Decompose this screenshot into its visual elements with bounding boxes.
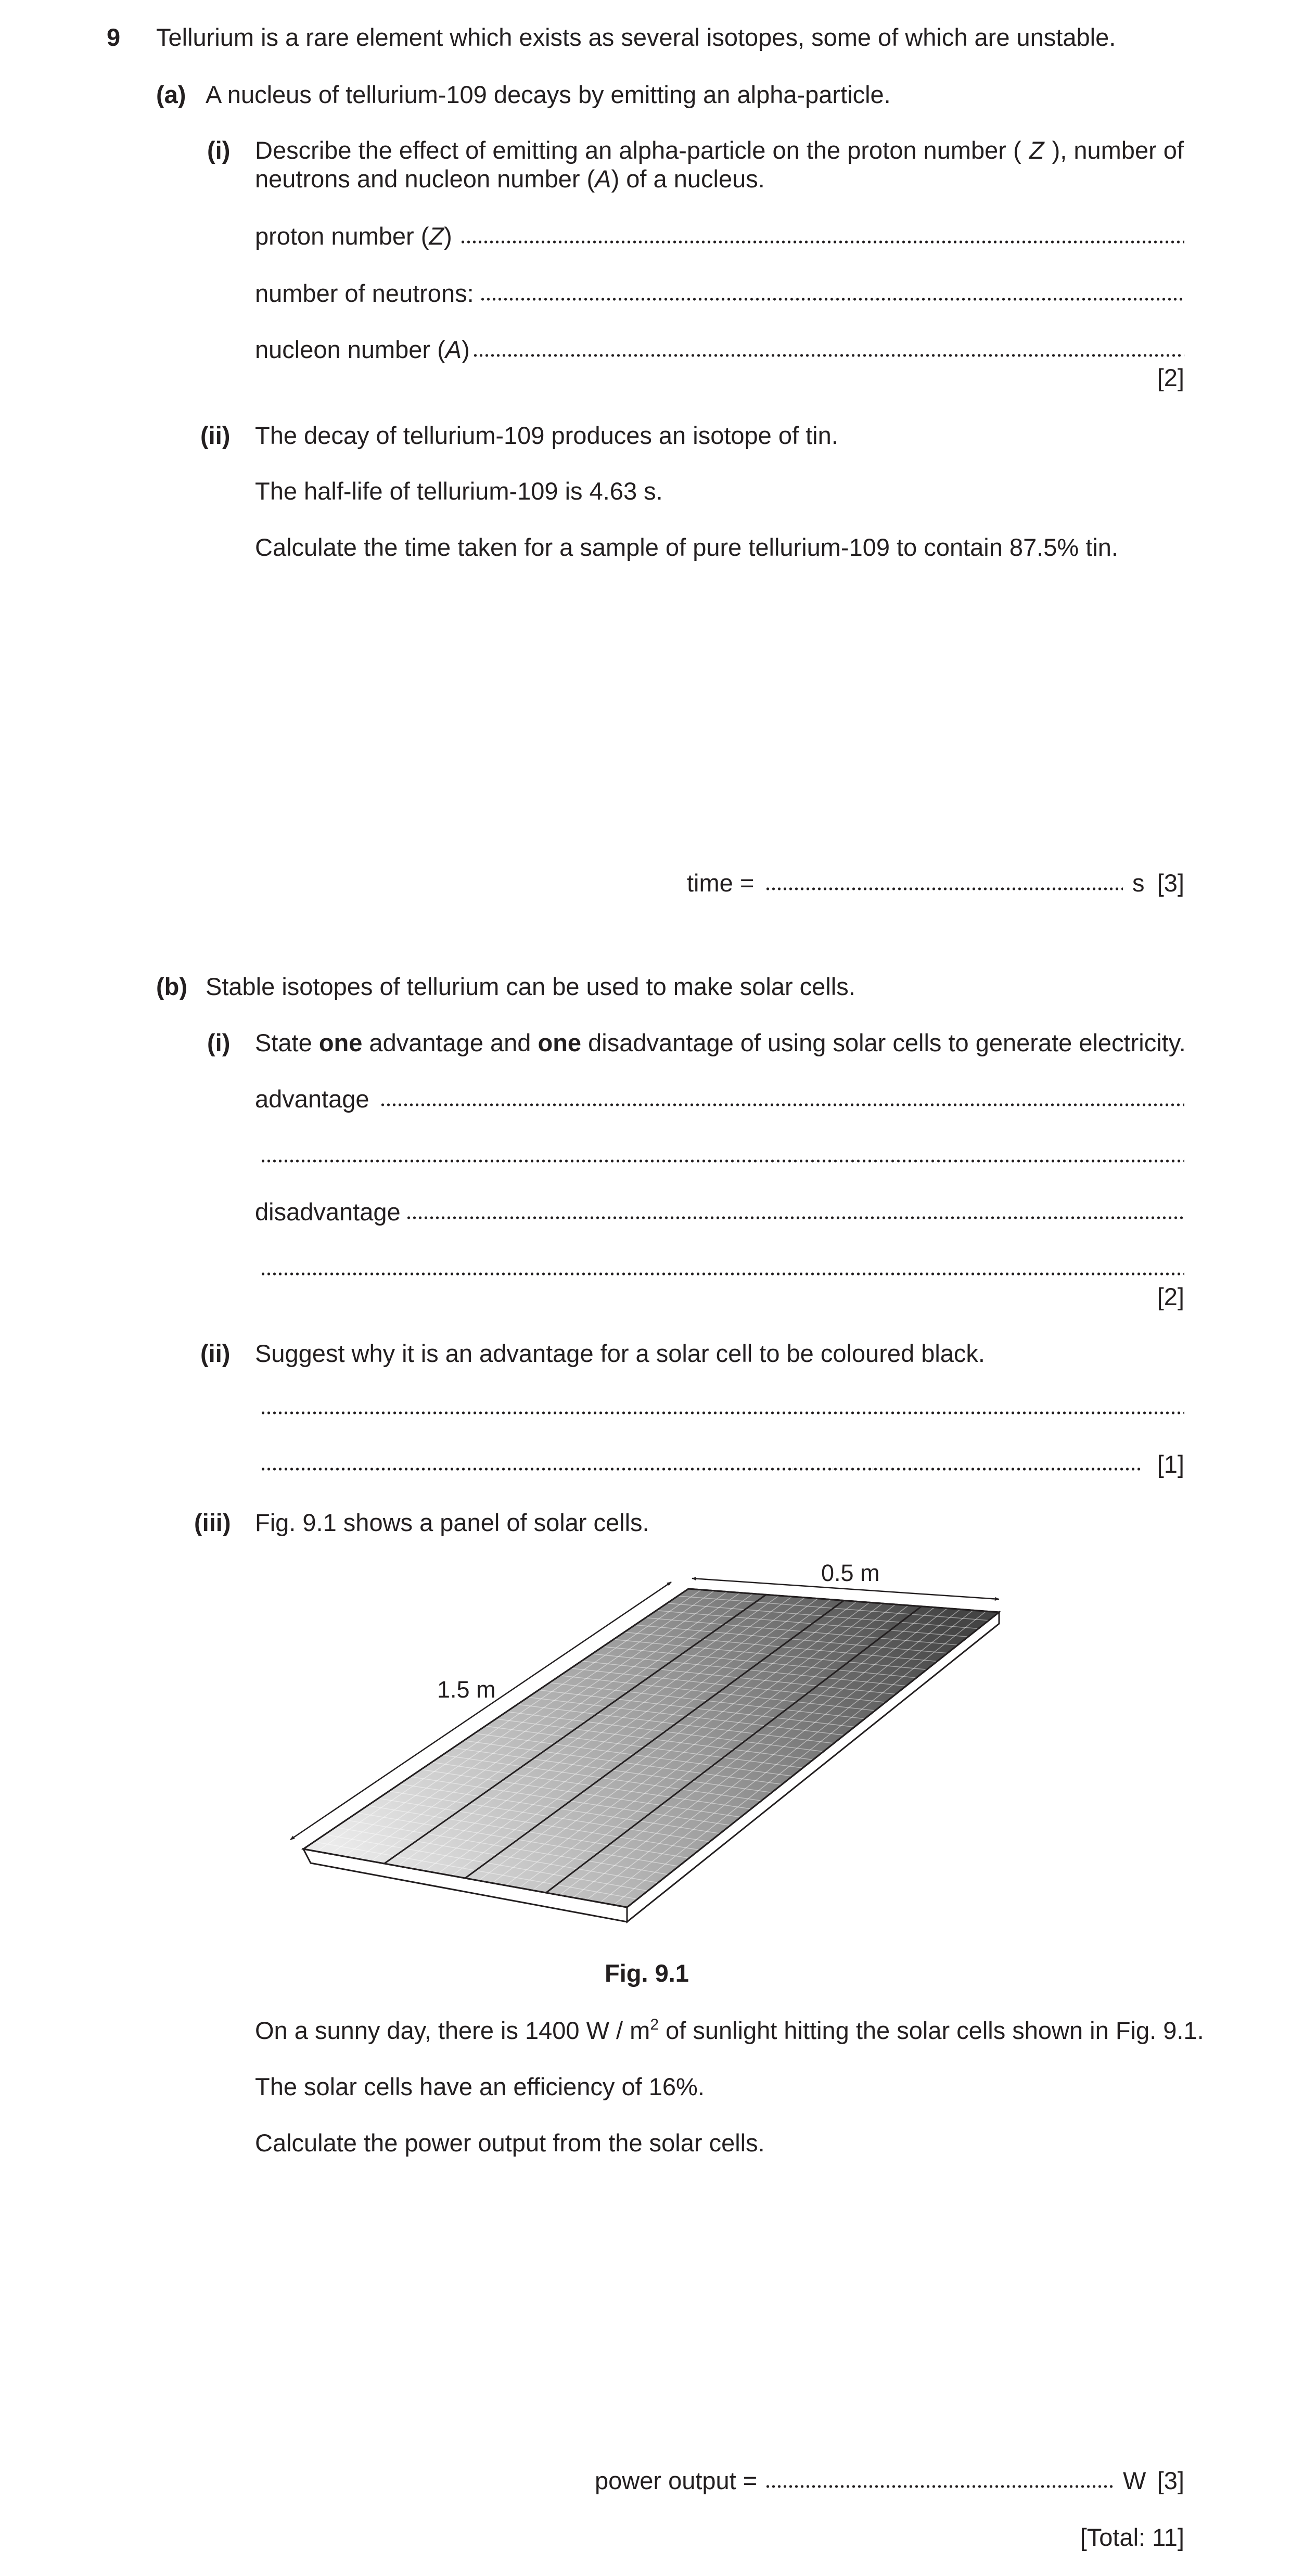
part-b-iii-label: (iii) [194, 1509, 231, 1536]
power-output-label: power output = [595, 2467, 758, 2494]
part-a-ii-line1: The decay of tellurium-109 produces an isotope of tin. [255, 422, 838, 449]
part-a-ii-line3: Calculate the time taken for a sample of pure tellurium-109 to contain 87.5% tin. [255, 533, 1118, 561]
part-a-text: A nucleus of tellurium-109 decays by emitting an alpha-particle. [206, 81, 891, 108]
part-b-iii-intro: Fig. 9.1 shows a panel of solar cells. [255, 1509, 649, 1536]
part-a-ii-label: (ii) [200, 422, 231, 449]
part-a-label: (a) [156, 81, 186, 108]
question-total: [Total: 11] [1080, 2523, 1184, 2551]
part-b-iii-marks: [3] [1157, 2467, 1184, 2494]
width-dimension-label: 0.5 m [821, 1560, 880, 1586]
part-b-i-marks: [2] [1157, 1283, 1184, 1310]
part-b-i-question: State one advantage and one disadvantage of using solar cells to generate electricity. [255, 1029, 1186, 1056]
figure-caption: Fig. 9.1 [605, 1959, 689, 1987]
part-a-i-question-line2: neutrons and nucleon number (A) of a nucleus. [255, 165, 765, 193]
part-a-i-label: (i) [207, 136, 231, 164]
power-output-unit: W [1123, 2467, 1146, 2494]
part-a-i-question-line1: Describe the effect of emitting an alpha-particle on the proton number ( Z ), number of [255, 136, 1184, 164]
length-dimension-label: 1.5 m [437, 1676, 496, 1703]
question-stem: Tellurium is a rare element which exists as several isotopes, some of which are unstable. [156, 23, 1116, 51]
part-b-ii-question: Suggest why it is an advantage for a solar cell to be coloured black. [255, 1340, 985, 1367]
part-b-iii-line1: On a sunny day, there is 1400 W / $m^2$ of sunlight hitting the solar cells shown in Fig. 9.1. [255, 2016, 1204, 2044]
part-b-ii-marks: [1] [1157, 1450, 1184, 1478]
question-number: 9 [107, 23, 121, 51]
part-b-iii-line3: Calculate the power output from the solar cells. [255, 2129, 765, 2157]
part-b-ii-label: (ii) [200, 1340, 231, 1367]
part-a-ii-line2: The half-life of tellurium-109 is 4.63 s. [255, 477, 663, 505]
part-b-text: Stable isotopes of tellurium can be used to make solar cells. [206, 973, 855, 1000]
disadvantage-label: disadvantage [255, 1198, 401, 1226]
power-output-answer-line[interactable] [765, 2485, 1114, 2488]
part-a-ii-marks: [3] [1157, 869, 1184, 897]
part-b-label: (b) [156, 973, 188, 1000]
advantage-label: advantage [255, 1085, 369, 1113]
proton-number-label: proton number (Z) [255, 222, 452, 250]
time-unit: s [1132, 869, 1145, 897]
part-b-i-label: (i) [207, 1029, 231, 1056]
time-answer-label: time = [687, 869, 755, 897]
part-b-iii-line2: The solar cells have an efficiency of 16%. [255, 2073, 705, 2100]
neutrons-label: number of neutrons: [255, 279, 474, 307]
nucleon-number-label: nucleon number (A) [255, 336, 470, 363]
part-a-i-marks: [2] [1157, 364, 1184, 391]
